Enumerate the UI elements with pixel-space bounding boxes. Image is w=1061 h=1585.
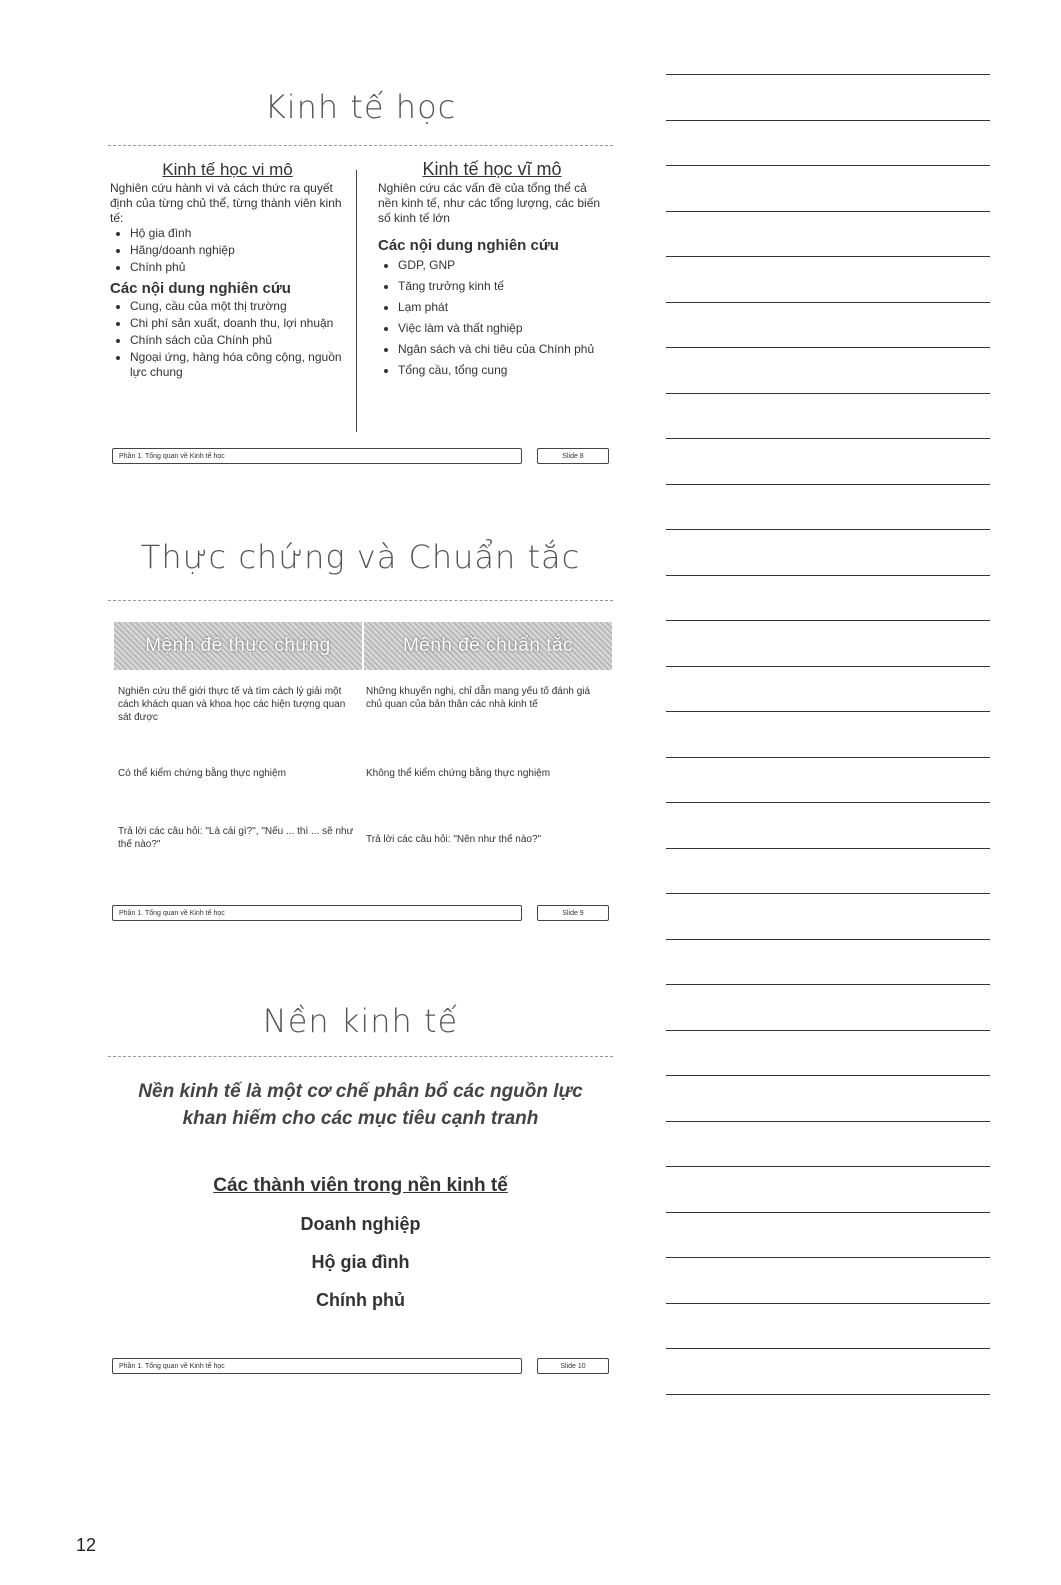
list-item: • Chính sách của Chính phủ: [130, 333, 345, 348]
footer-slide-number: Slide 8: [537, 448, 609, 464]
note-line: [666, 120, 990, 121]
micro-heading: Kinh tế học vi mô: [162, 160, 293, 179]
list-item: • Tăng trưởng kinh tế: [398, 277, 606, 296]
list-item: • Chi phí sản xuất, doanh thu, lợi nhuận: [130, 316, 345, 331]
slide-10: [108, 990, 613, 1390]
members-heading: Các thành viên trong nền kinh tế: [213, 1175, 508, 1196]
slide-8: [108, 80, 613, 480]
positive-header: Mệnh đề thực chứng: [114, 622, 362, 670]
note-line: [666, 1303, 990, 1304]
note-line: [666, 74, 990, 75]
footer-section: Phần 1. Tổng quan về Kinh tế học: [112, 905, 522, 921]
title-rule: [108, 600, 613, 601]
member-item: Chính phủ: [316, 1290, 405, 1310]
list-item: • Hộ gia đình: [130, 226, 345, 241]
normative-cell-1: Những khuyến nghị, chỉ dẫn mang yếu tố đánh giá chủ quan của bản thân các nhà kinh tế: [366, 686, 591, 710]
page-number: 12: [76, 1535, 97, 1555]
macro-column: [378, 159, 606, 382]
note-line: [666, 1166, 990, 1167]
positive-cell-1: Nghiên cứu thế giới thực tế và tìm cách lý giải một cách khách quan và khoa học các hiện tượng quan sát được: [118, 686, 346, 723]
note-line: [666, 1075, 990, 1076]
note-line: [666, 393, 990, 394]
note-line: [666, 1257, 990, 1258]
note-line: [666, 347, 990, 348]
positive-cell-2: Có thể kiểm chứng bằng thực nghiệm: [118, 768, 286, 779]
slide-footer: [112, 448, 609, 466]
note-line: [666, 1030, 990, 1031]
macro-topics-heading: Các nội dung nghiên cứu: [378, 237, 559, 254]
title-rule: [108, 145, 613, 146]
footer-section: Phần 1. Tổng quan về Kinh tế học: [112, 448, 522, 464]
note-line: [666, 802, 990, 803]
list-item: • Hãng/doanh nghiệp: [130, 243, 345, 258]
note-line: [666, 1394, 990, 1395]
slide-footer: [112, 1358, 609, 1376]
economy-definition-line-1: Nền kinh tế là một cơ chế phân bổ các nguồn lực: [138, 1081, 583, 1102]
macro-intro: Nghiên cứu các vấn đề của tổng thể cả nền kinh tế, như các tổng lượng, các biến số kinh tế lớn: [378, 181, 601, 225]
note-line: [666, 848, 990, 849]
note-line: [666, 529, 990, 530]
slide-title: Thực chứng và Chuẩn tắc: [140, 538, 581, 576]
note-line: [666, 165, 990, 166]
list-item: • Tổng cầu, tổng cung: [398, 361, 606, 380]
normative-header: Mệnh đề chuẩn tắc: [364, 622, 612, 670]
list-item: • Việc làm và thất nghiệp: [398, 319, 606, 338]
positive-cell-3: Trả lời các câu hỏi: "Là cái gì?", "Nếu ... thì ... sẽ như thế nào?": [118, 826, 354, 850]
note-line: [666, 711, 990, 712]
note-line: [666, 1121, 990, 1122]
list-item: • Ngoại ứng, hàng hóa công cộng, nguồn lực chung: [130, 350, 345, 380]
title-rule: [108, 1056, 613, 1057]
micro-entities: [110, 226, 345, 275]
slide-title: Nền kinh tế: [262, 1002, 459, 1040]
slide-9: [108, 530, 613, 930]
list-item: • GDP, GNP: [398, 256, 606, 275]
slide-footer: [112, 905, 609, 923]
note-line: [666, 256, 990, 257]
note-line: [666, 211, 990, 212]
note-line: [666, 484, 990, 485]
footer-section: Phần 1. Tổng quan về Kinh tế học: [112, 1358, 522, 1374]
normative-cell-2: Không thể kiểm chứng bằng thực nghiệm: [366, 768, 551, 779]
note-line: [666, 984, 990, 985]
economy-definition-line-2: khan hiếm cho các mục tiêu cạnh tranh: [182, 1108, 539, 1129]
list-item: • Cung, cầu của một thị trường: [130, 299, 345, 314]
note-line: [666, 575, 990, 576]
note-line: [666, 666, 990, 667]
micro-column: [110, 162, 345, 382]
note-line: [666, 757, 990, 758]
note-line: [666, 438, 990, 439]
column-divider: [356, 170, 357, 432]
list-item: • Ngân sách và chi tiêu của Chính phủ: [398, 340, 606, 359]
micro-topics-heading: Các nội dung nghiên cứu: [110, 280, 291, 297]
footer-slide-number: Slide 9: [537, 905, 609, 921]
member-item: Hộ gia đình: [311, 1252, 410, 1272]
note-line: [666, 302, 990, 303]
member-item: Doanh nghiệp: [300, 1214, 421, 1234]
note-line: [666, 1212, 990, 1213]
footer-slide-number: Slide 10: [537, 1358, 609, 1374]
slide-title: Kinh tế học: [264, 88, 457, 126]
note-line: [666, 620, 990, 621]
macro-topics: [378, 256, 606, 380]
list-item: • Chính phủ: [130, 260, 345, 275]
normative-cell-3: Trả lời các câu hỏi: "Nên như thế nào?": [366, 834, 542, 845]
note-line: [666, 939, 990, 940]
micro-topics: [110, 299, 345, 380]
macro-heading: Kinh tế học vĩ mô: [422, 159, 562, 179]
note-line: [666, 893, 990, 894]
note-line: [666, 1348, 990, 1349]
list-item: • Lạm phát: [398, 298, 606, 317]
micro-intro: Nghiên cứu hành vi và cách thức ra quyết định của từng chủ thể, từng thành viên kinh tế:: [110, 181, 342, 225]
